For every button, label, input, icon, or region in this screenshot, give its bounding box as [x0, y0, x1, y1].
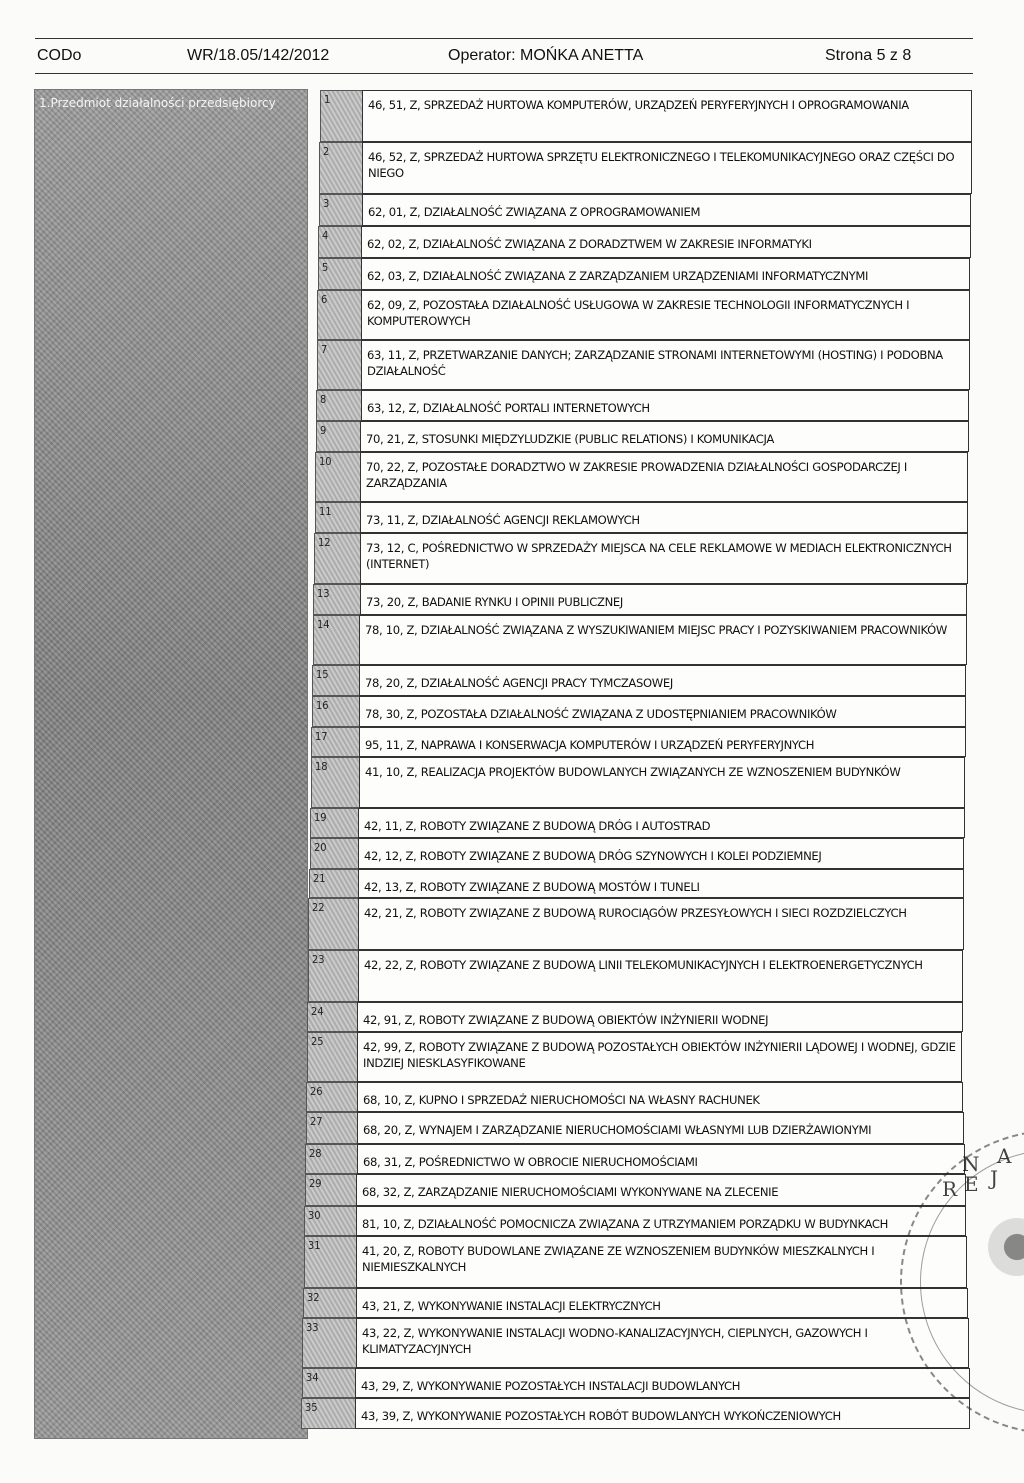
activity-description: 78, 30, Z, POZOSTAŁA DZIAŁALNOŚĆ ZWIĄZANA Z UDOSTĘPNIANIEM PRACOWNIKÓW [359, 696, 966, 727]
activity-description: 62, 01, Z, DZIAŁALNOŚĆ ZWIĄZANA Z OPROGRAMOWANIEM [362, 194, 971, 226]
activity-description: 42, 99, Z, ROBOTY ZWIĄZANE Z BUDOWĄ POZOSTAŁYCH OBIEKTÓW INŻYNIERII LĄDOWEJ I WODNEJ, GDZIE INDZIEJ NIESKLASYFIKOWANE [357, 1032, 962, 1082]
activity-description: 70, 21, Z, STOSUNKI MIĘDZYLUDZKIE (PUBLIC RELATIONS) I KOMUNIKACJA [360, 421, 969, 452]
activity-row [0, 1368, 1024, 1398]
activity-description: 43, 39, Z, WYKONYWANIE POZOSTAŁYCH ROBÓT BUDOWLANYCH WYKOŃCZENIOWYCH [355, 1398, 970, 1429]
activity-description: 68, 32, Z, ZARZĄDZANIE NIERUCHOMOŚCIAMI WYKONYWANE NA ZLECENIE [356, 1174, 966, 1206]
activity-number: 13 [313, 584, 360, 615]
activity-description: 70, 22, Z, POZOSTAŁE DORADZTWO W ZAKRESIE PROWADZENIA DZIAŁALNOŚCI GOSPODARCZEJ I ZARZĄDZANIA [360, 452, 968, 502]
activity-number: 18 [311, 757, 359, 808]
activity-number: 5 [318, 258, 361, 290]
stamp-letter: A [997, 1144, 1012, 1168]
activity-row [0, 584, 1024, 615]
activity-number: 32 [303, 1288, 356, 1318]
activity-row [0, 1398, 1024, 1429]
activity-number: 25 [307, 1032, 357, 1082]
activity-number: 2 [319, 142, 362, 194]
activity-number: 12 [314, 533, 360, 584]
activity-description: 46, 51, Z, SPRZEDAŻ HURTOWA KOMPUTERÓW, URZĄDZEŃ PERYFERYJNYCH I OPROGRAMOWANIA [362, 90, 972, 142]
activity-row [0, 696, 1024, 727]
activity-number: 26 [306, 1082, 357, 1112]
activity-row [0, 898, 1024, 950]
activity-number: 22 [308, 898, 358, 950]
activity-row [0, 869, 1024, 898]
activity-description: 68, 10, Z, KUPNO I SPRZEDAŻ NIERUCHOMOŚCI NA WŁASNY RACHUNEK [357, 1082, 963, 1112]
activity-number: 17 [311, 727, 359, 757]
activity-number: 30 [304, 1206, 356, 1236]
activity-description: 63, 11, Z, PRZETWARZANIE DANYCH; ZARZĄDZANIE STRONAMI INTERNETOWYMI (HOSTING) I PODOBNA DZIAŁALNOŚĆ [361, 340, 970, 390]
header-codo: CODo [37, 47, 82, 64]
activity-number: 24 [307, 1002, 357, 1032]
activity-description: 41, 10, Z, REALIZACJA PROJEKTÓW BUDOWLANYCH ZWIĄZANYCH ZE WZNOSZENIEM BUDYNKÓW [359, 757, 965, 808]
header-page-number: Strona 5 z 8 [825, 47, 912, 64]
activity-row [0, 1206, 1024, 1236]
activity-row [0, 1032, 1024, 1082]
activity-number: 1 [320, 90, 362, 142]
activity-number: 16 [312, 696, 359, 727]
activity-description: 78, 10, Z, DZIAŁALNOŚĆ ZWIĄZANA Z WYSZUKIWANIEM MIEJSC PRACY I POZYSKIWANIEM PRACOWNIKÓW [359, 615, 967, 665]
activity-row [0, 90, 1024, 142]
activity-number: 15 [312, 665, 359, 696]
activity-row [0, 1002, 1024, 1032]
activity-number: 9 [316, 421, 360, 452]
activity-row [0, 1288, 1024, 1318]
activity-row [0, 1236, 1024, 1288]
header-reference: WR/18.05/142/2012 [187, 47, 330, 64]
activity-description: 68, 31, Z, POŚREDNICTWO W OBROCIE NIERUCHOMOŚCIAMI [357, 1144, 965, 1174]
activity-row [0, 757, 1024, 808]
activity-number: 31 [304, 1236, 356, 1288]
activity-number: 21 [309, 869, 358, 898]
activity-row [0, 1112, 1024, 1144]
activity-number: 28 [305, 1144, 357, 1174]
activity-number: 4 [318, 226, 361, 258]
activity-description: 42, 12, Z, ROBOTY ZWIĄZANE Z BUDOWĄ DRÓG SZYNOWYCH I KOLEI PODZIEMNEJ [358, 838, 964, 869]
activity-description: 43, 29, Z, WYKONYWANIE POZOSTAŁYCH INSTALACJI BUDOWLANYCH [355, 1368, 970, 1398]
stamp-letter: R [942, 1177, 958, 1201]
activity-row [0, 290, 1024, 340]
activity-row [0, 1318, 1024, 1368]
activity-row [0, 258, 1024, 290]
header-operator: Operator: MOŃKA ANETTA [448, 47, 644, 64]
activity-description: 81, 10, Z, DZIAŁALNOŚĆ POMOCNICZA ZWIĄZANA Z UTRZYMANIEM PORZĄDKU W BUDYNKACH [356, 1206, 966, 1236]
activity-description: 42, 91, Z, ROBOTY ZWIĄZANE Z BUDOWĄ OBIEKTÓW INŻYNIERII WODNEJ [357, 1002, 963, 1032]
activity-description: 95, 11, Z, NAPRAWA I KONSERWACJA KOMPUTERÓW I URZĄDZEŃ PERYFERYJNYCH [359, 727, 966, 757]
activity-description: 42, 11, Z, ROBOTY ZWIĄZANE Z BUDOWĄ DRÓG I AUTOSTRAD [358, 808, 965, 838]
activity-number: 35 [301, 1398, 355, 1429]
activity-number: 19 [310, 808, 358, 838]
activity-row [0, 452, 1024, 502]
activity-number: 23 [308, 950, 358, 1002]
activity-row [0, 390, 1024, 421]
activity-number: 6 [317, 290, 361, 340]
section-label: 1.Przedmiot działalności przedsiębiorcy [39, 96, 276, 110]
activity-description: 73, 11, Z, DZIAŁALNOŚĆ AGENCJI REKLAMOWYCH [360, 502, 968, 533]
stamp-letter: E [964, 1172, 979, 1196]
activity-row [0, 838, 1024, 869]
activity-description: 68, 20, Z, WYNAJEM I ZARZĄDZANIE NIERUCHOMOŚCIAMI WŁASNYMI LUB DZIERŻAWIONYMI [357, 1112, 964, 1144]
activity-row [0, 665, 1024, 696]
activity-description: 62, 09, Z, POZOSTAŁA DZIAŁALNOŚĆ USŁUGOWA W ZAKRESIE TECHNOLOGII INFORMATYCZNYCH I KOMPUTEROWYCH [361, 290, 970, 340]
activity-description: 43, 21, Z, WYKONYWANIE INSTALACJI ELEKTRYCZNYCH [356, 1288, 968, 1318]
activity-number: 34 [302, 1368, 355, 1398]
activity-row [0, 1174, 1024, 1206]
activity-number: 27 [306, 1112, 357, 1144]
activity-number: 8 [316, 390, 361, 421]
activity-description: 41, 20, Z, ROBOTY BUDOWLANE ZWIĄZANE ZE WZNOSZENIEM BUDYNKÓW MIESZKALNYCH I NIEMIESZKALNYCH [356, 1236, 967, 1288]
stamp-letter: N [962, 1152, 980, 1176]
activity-description: 78, 20, Z, DZIAŁALNOŚĆ AGENCJI PRACY TYMCZASOWEJ [359, 665, 966, 696]
activity-description: 42, 13, Z, ROBOTY ZWIĄZANE Z BUDOWĄ MOSTÓW I TUNELI [358, 869, 964, 898]
activity-number: 11 [315, 502, 360, 533]
activity-number: 14 [313, 615, 359, 665]
activity-row [0, 533, 1024, 584]
activity-row [0, 1082, 1024, 1112]
activity-row [0, 808, 1024, 838]
activity-number: 10 [315, 452, 360, 502]
activity-row [0, 615, 1024, 665]
activity-number: 33 [302, 1318, 356, 1368]
activity-description: 43, 22, Z, WYKONYWANIE INSTALACJI WODNO-KANALIZACYJNYCH, CIEPLNYCH, GAZOWYCH I KLIMATYZACYJNYCH [356, 1318, 969, 1368]
activity-row [0, 727, 1024, 757]
activity-description: 73, 20, Z, BADANIE RYNKU I OPINII PUBLICZNEJ [360, 584, 967, 615]
activity-row [0, 142, 1024, 194]
activity-row [0, 1144, 1024, 1174]
activity-description: 62, 02, Z, DZIAŁALNOŚĆ ZWIĄZANA Z DORADZTWEM W ZAKRESIE INFORMATYKI [361, 226, 971, 258]
activity-description: 63, 12, Z, DZIAŁALNOŚĆ PORTALI INTERNETOWYCH [361, 390, 969, 421]
activity-row [0, 421, 1024, 452]
activity-number: 29 [305, 1174, 356, 1206]
activity-number: 3 [319, 194, 362, 226]
activity-row [0, 502, 1024, 533]
stamp-letter: J [990, 1166, 999, 1190]
activity-row [0, 226, 1024, 258]
activity-number: 7 [317, 340, 361, 390]
activity-row [0, 194, 1024, 226]
activity-description: 42, 21, Z, ROBOTY ZWIĄZANE Z BUDOWĄ RUROCIĄGÓW PRZESYŁOWYCH I SIECI ROZDZIELCZYCH [358, 898, 964, 950]
activity-description: 62, 03, Z, DZIAŁALNOŚĆ ZWIĄZANA Z ZARZĄDZANIEM URZĄDZENIAMI INFORMATYCZNYMI [361, 258, 970, 290]
activity-row [0, 340, 1024, 390]
activity-number: 20 [310, 838, 358, 869]
activity-description: 73, 12, C, POŚREDNICTWO W SPRZEDAŻY MIEJSCA NA CELE REKLAMOWE W MEDIACH ELEKTRONICZNYCH (INTERNET) [360, 533, 968, 584]
activity-description: 46, 52, Z, SPRZEDAŻ HURTOWA SPRZĘTU ELEKTRONICZNEGO I TELEKOMUNIKACYJNEGO ORAZ CZĘŚCI DO NIEGO [362, 142, 972, 194]
activity-description: 42, 22, Z, ROBOTY ZWIĄZANE Z BUDOWĄ LINII TELEKOMUNIKACYJNYCH I ELEKTROENERGETYCZNYCH [358, 950, 963, 1002]
activity-row [0, 950, 1024, 1002]
